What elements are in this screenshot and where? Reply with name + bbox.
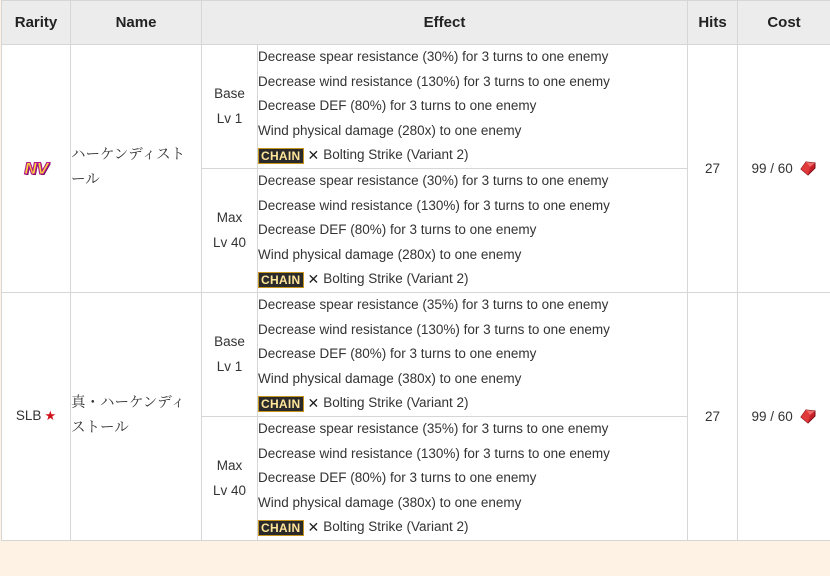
effect-line: Decrease spear resistance (30%) for 3 turns to one enemy — [258, 172, 609, 188]
chain-line — [258, 143, 687, 168]
effect-line: Decrease spear resistance (30%) for 3 turns to one enemy — [258, 49, 609, 64]
star-icon: ★ — [44, 408, 57, 424]
effect-line: Decrease wind resistance (130%) for 3 turns to one enemy — [258, 73, 610, 89]
level-label-line: Lv 1 — [216, 359, 243, 375]
skill-name — [71, 292, 202, 540]
red-crystal-icon — [799, 160, 817, 176]
chain-skill-name: Bolting Strike (Variant 2) — [323, 147, 469, 163]
skill-name-line: ハーケンディスト — [71, 147, 186, 164]
level-label — [202, 168, 258, 292]
table-header-row — [2, 1, 830, 45]
level-label-line: Max — [216, 210, 243, 226]
hits-cell: 27 — [688, 292, 738, 540]
red-crystal-icon — [799, 408, 817, 424]
level-label — [202, 416, 258, 540]
skill-name-line: 真・ハーケンディ — [71, 395, 186, 412]
effect-cell — [258, 292, 688, 416]
effect-line: Decrease spear resistance (35%) for 3 turns to one enemy — [258, 296, 609, 312]
header-name: Name — [71, 1, 202, 45]
effect-line: Decrease DEF (80%) for 3 turns to one enemy — [258, 470, 537, 486]
level-label-line: Max — [216, 458, 243, 474]
crossed-swords-icon: ✕ — [307, 519, 320, 536]
nv-rarity-badge-icon: NV — [24, 158, 48, 178]
effect-line: Decrease wind resistance (130%) for 3 turns to one enemy — [258, 445, 610, 461]
skill-name — [71, 45, 202, 293]
header-effect: Effect — [202, 1, 688, 45]
effect-cell — [258, 416, 688, 540]
effect-cell — [258, 45, 688, 169]
cost-value: 99 / 60 — [751, 409, 793, 425]
rarity-label: SLB — [15, 408, 42, 424]
chain-skill-name: Bolting Strike (Variant 2) — [323, 271, 469, 287]
cost-value: 99 / 60 — [751, 161, 793, 177]
rarity-cell — [2, 292, 71, 540]
header-hits: Hits — [688, 1, 738, 45]
chain-badge-icon: CHAIN — [258, 520, 304, 536]
crossed-swords-icon: ✕ — [307, 271, 320, 288]
table-row — [2, 292, 830, 416]
rarity-cell — [2, 45, 71, 293]
effect-line: Decrease DEF (80%) for 3 turns to one enemy — [258, 98, 537, 114]
effect-line: Decrease spear resistance (35%) for 3 turns to one enemy — [258, 420, 609, 436]
level-label-line: Base — [214, 334, 245, 350]
level-label-line: Base — [214, 86, 245, 102]
level-label — [202, 292, 258, 416]
effect-line: Decrease wind resistance (130%) for 3 turns to one enemy — [258, 197, 610, 213]
effect-line: Wind physical damage (380x) to one enemy — [258, 370, 522, 386]
chain-skill-name: Bolting Strike (Variant 2) — [323, 519, 469, 535]
effect-line: Decrease DEF (80%) for 3 turns to one enemy — [258, 346, 537, 362]
level-label-line: Lv 40 — [212, 235, 247, 251]
table-row — [2, 45, 830, 169]
cost-cell — [738, 292, 830, 540]
chain-badge-icon: CHAIN — [258, 396, 304, 412]
skill-table — [1, 0, 830, 541]
cost-cell — [738, 45, 830, 293]
chain-line — [258, 391, 687, 416]
effect-line: Decrease DEF (80%) for 3 turns to one enemy — [258, 222, 537, 238]
skill-name-line: ストール — [71, 420, 129, 437]
chain-line — [258, 267, 687, 292]
chain-badge-icon: CHAIN — [258, 148, 304, 164]
header-cost: Cost — [738, 1, 830, 45]
level-label — [202, 45, 258, 169]
effect-line: Wind physical damage (280x) to one enemy — [258, 122, 522, 138]
effect-line: Wind physical damage (380x) to one enemy — [258, 494, 522, 510]
effect-line: Wind physical damage (280x) to one enemy — [258, 246, 522, 262]
hits-cell: 27 — [688, 45, 738, 293]
chain-line — [258, 515, 687, 540]
level-label-line: Lv 40 — [212, 483, 247, 499]
level-label-line: Lv 1 — [216, 111, 243, 127]
effect-line: Decrease wind resistance (130%) for 3 turns to one enemy — [258, 321, 610, 337]
crossed-swords-icon: ✕ — [307, 395, 320, 412]
skill-name-line: ール — [71, 172, 100, 189]
crossed-swords-icon: ✕ — [307, 147, 320, 164]
chain-badge-icon: CHAIN — [258, 272, 304, 288]
header-rarity: Rarity — [2, 1, 71, 45]
effect-cell — [258, 168, 688, 292]
chain-skill-name: Bolting Strike (Variant 2) — [323, 395, 469, 411]
